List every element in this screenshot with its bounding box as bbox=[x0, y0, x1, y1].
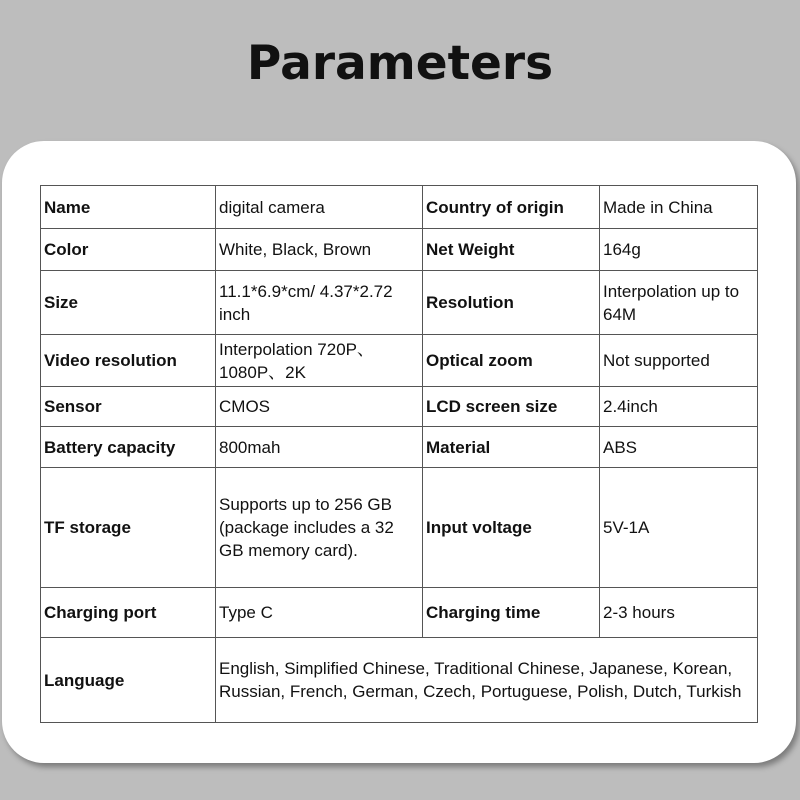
language-value: English, Simplified Chinese, Traditional Chinese, Japanese, Korean, Russian, French, German, Czech, Portuguese, Polish, Dutch, Turkish bbox=[216, 638, 758, 723]
spec-value: 2-3 hours bbox=[600, 588, 758, 638]
spec-label: Charging port bbox=[41, 588, 216, 638]
spec-label: Color bbox=[41, 229, 216, 271]
spec-value: 164g bbox=[600, 229, 758, 271]
spec-label: Country of origin bbox=[423, 186, 600, 229]
spec-value: Supports up to 256 GB (package includes a 32 GB memory card). bbox=[216, 468, 423, 588]
spec-value: ABS bbox=[600, 427, 758, 468]
spec-card bbox=[2, 141, 796, 763]
spec-value: CMOS bbox=[216, 387, 423, 427]
spec-value: White, Black, Brown bbox=[216, 229, 423, 271]
spec-label: Net Weight bbox=[423, 229, 600, 271]
table-row bbox=[41, 638, 758, 723]
spec-value: Interpolation up to 64M bbox=[600, 271, 758, 335]
spec-label: Name bbox=[41, 186, 216, 229]
spec-label: Resolution bbox=[423, 271, 600, 335]
spec-label: Input voltage bbox=[423, 468, 600, 588]
table-row bbox=[41, 427, 758, 468]
spec-value: digital camera bbox=[216, 186, 423, 229]
spec-value: 11.1*6.9*cm/ 4.37*2.72 inch bbox=[216, 271, 423, 335]
spec-label: Material bbox=[423, 427, 600, 468]
spec-value: 2.4inch bbox=[600, 387, 758, 427]
spec-label: Size bbox=[41, 271, 216, 335]
spec-value: Not supported bbox=[600, 335, 758, 387]
spec-label: LCD screen size bbox=[423, 387, 600, 427]
spec-label: Battery capacity bbox=[41, 427, 216, 468]
table-row bbox=[41, 335, 758, 387]
spec-label: TF storage bbox=[41, 468, 216, 588]
spec-label: Charging time bbox=[423, 588, 600, 638]
spec-table bbox=[40, 185, 758, 723]
spec-value: Made in China bbox=[600, 186, 758, 229]
spec-label: Video resolution bbox=[41, 335, 216, 387]
table-row bbox=[41, 229, 758, 271]
spec-label: Sensor bbox=[41, 387, 216, 427]
page-title: Parameters bbox=[246, 36, 554, 91]
table-row bbox=[41, 468, 758, 588]
spec-label: Optical zoom bbox=[423, 335, 600, 387]
spec-value: 800mah bbox=[216, 427, 423, 468]
table-row bbox=[41, 588, 758, 638]
spec-value: Interpolation 720P、1080P、2K bbox=[216, 335, 423, 387]
table-row bbox=[41, 387, 758, 427]
language-label: Language bbox=[41, 638, 216, 723]
table-row bbox=[41, 271, 758, 335]
table-row bbox=[41, 186, 758, 229]
spec-value: 5V-1A bbox=[600, 468, 758, 588]
spec-value: Type C bbox=[216, 588, 423, 638]
